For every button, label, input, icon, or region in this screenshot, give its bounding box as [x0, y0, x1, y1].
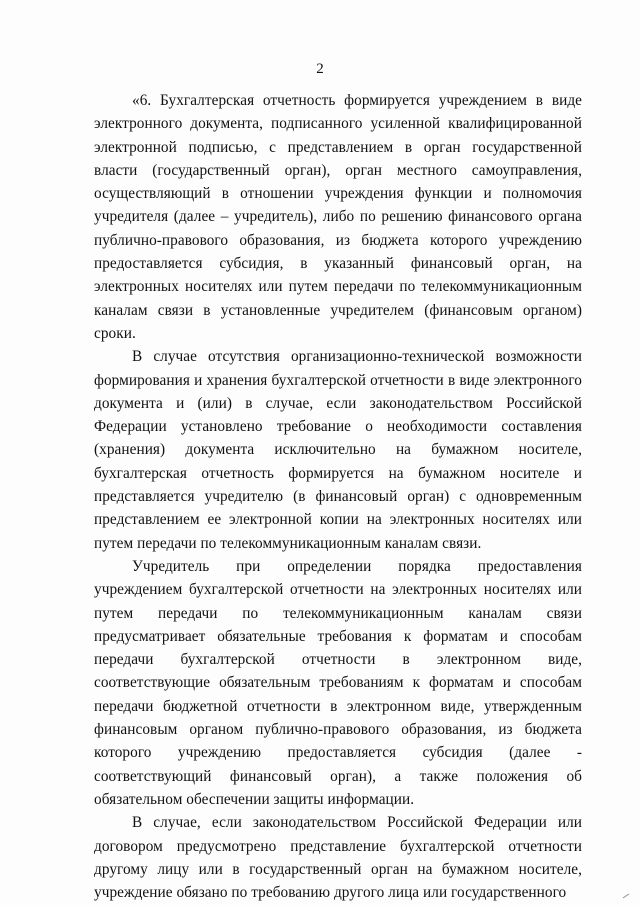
paragraph-4: В случае, если законодательством Российской Федерации или договором предусмотрено представление бухгалтерской отчетности другому лицу или в государственный орган на бумажном носителе, учреждение обязано по требованию другого лица или государственного [94, 814, 582, 902]
document-body [94, 89, 582, 904]
page-number: 2 [316, 61, 324, 77]
paragraph-2: В случае отсутствия организационно-технической возможности формирования и хранения бухгалтерской отчетности в виде электронного документа и (или) в случае, если законодательством Российской Федерации установлено требование о необходимости составления (хранения) документа исключительно на бумажном носителе, бухгалтерская отчетность формируется на бумажном носителе и представляется учредителю (в финансовый орган) с одновременным представлением ее электронной копии на электронных носителях или путем передачи по телекоммуникационным каналам связи. [94, 348, 582, 552]
scan-corner-mark [622, 893, 630, 899]
paragraph-1: «6. Бухгалтерская отчетность формируется учреждением в виде электронного документа, подписанного усиленной квалифицированной электронной подписью, с представлением в орган государственной власти (государственный орган), орган местного самоуправления, осуществляющий в отношении учреждения функции и полномочия учредителя (далее – учредитель), либо по решению финансового органа публично-правового образования, из бюджета которого учреждению предоставляется субсидия, в указанный финансовый орган, на электронных носителях или путем передачи по телекоммуникационным каналам связи в установленные учредителем (финансовым органом) сроки. [94, 92, 582, 342]
paragraph-3: Учредитель при определении порядка предоставления учреждением бухгалтерской отчетности на электронных носителях или путем передачи по телекоммуникационным каналам связи предусматривает обязательные требования к форматам и способам передачи бухгалтерской отчетности в электронном виде, соответствующие обязательным требованиям к форматам и способам передачи бюджетной отчетности в электронном виде, утвержденным финансовым органом публично-правового образования, из бюджета которого учреждению предоставляется субсидия (далее - соответствующий финансовый орган), а также положения об обязательном обеспечении защиты информации. [94, 557, 582, 808]
